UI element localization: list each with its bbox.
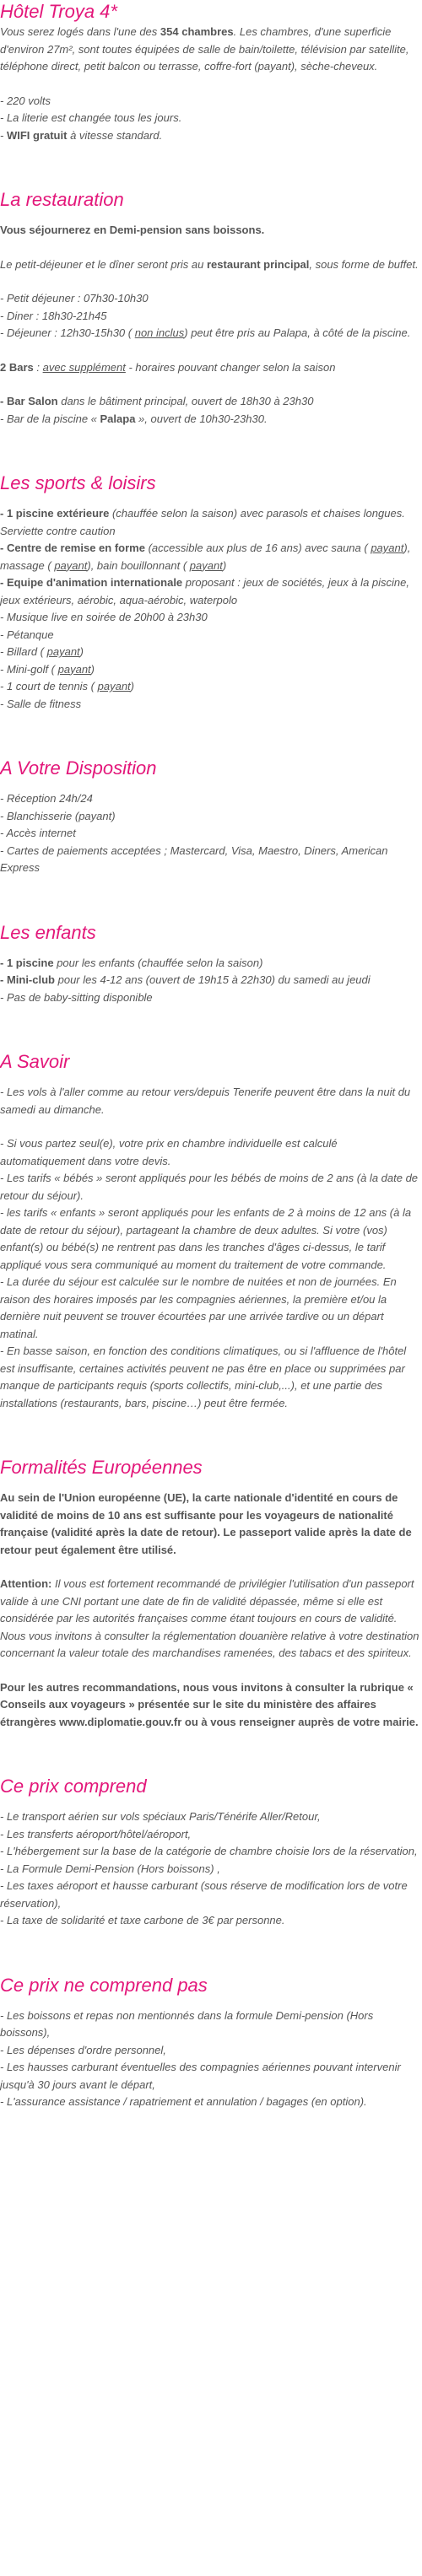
non-comprend-item: - L'assurance assistance / rapatriement et annulation / bagages (en option). — [0, 2095, 367, 2108]
savoir-p4: - les tarifs « enfants » seront appliqués pour les enfants de 2 à moins de 12 ans (à la date de retour du séjour), partageant la chambre de deux adultes. Si votre (vos) enfant(s) ou bébé(s) ne rentrent pas dans les tranches d'âges ci-dessus, le tarif appliqué vous sera communiqué au moment du traitement de votre commande. — [0, 1206, 412, 1271]
savoir-p3: - Les tarifs « bébés » seront appliqués pour les bébés de moins de 2 ans (à la date de retour du séjour). — [0, 1172, 419, 1202]
comprend-item: - L'hébergement sur la base de la catégorie de chambre choisie lors de la réservation, — [0, 1845, 418, 1857]
enfants-pool: - 1 piscine pour les enfants (chauffée selon la saison) — [0, 956, 263, 969]
comprend-item: - La Formule Demi-Pension (Hors boissons) , — [0, 1862, 220, 1875]
sports-fitness-room: - Salle de fitness — [0, 697, 82, 710]
hotel-intro: Vous serez logés dans l'une des 354 chambres. Les chambres, d'une superficie d'environ 27m², sont toutes équipées de salle de bain/toilette, télévision par satellite, téléphone direct, petit balcon ou terrasse, coffre-fort (payant), sèche-cheveux. — [0, 25, 409, 73]
comprend-item: - Les transferts aéroport/hôtel/aéroport, — [0, 1827, 192, 1840]
sports-fitness-center: - Centre de remise en forme (accessible aux plus de 16 ans) avec sauna ( payant), massage ( payant), bain bouillonnant ( payant) — [0, 542, 411, 572]
section-sports — [0, 472, 422, 713]
section-restauration — [0, 188, 422, 428]
comprend-item: - Le transport aérien sur vols spéciaux Paris/Ténérife Aller/Retour, — [0, 1810, 321, 1823]
disposition-title: A Votre Disposition — [0, 757, 157, 779]
section-formalites — [0, 1456, 422, 1731]
restauration-bar-palapa: - Bar de la piscine « Palapa », ouvert de 10h30-23h30. — [0, 412, 268, 425]
disposition-item: - Blanchisserie (payant) — [0, 809, 116, 822]
non-comprend-item: - Les boissons et repas non mentionnés dans la formule Demi-pension (Hors boissons), — [0, 2008, 374, 2039]
restauration-title: La restauration — [0, 189, 124, 210]
disposition-item: - Accès internet — [0, 827, 76, 839]
section-savoir — [0, 1050, 422, 1412]
formalites-customs: Nous vous invitons à consulter la réglementation douanière relative à votre destination concernant la valeur totale des marchandises ramenées, des tabacs et des spiriteux. — [0, 1629, 419, 1659]
sports-title: Les sports & loisirs — [0, 472, 156, 493]
savoir-p1: - Les vols à l'aller comme au retour vers/depuis Tenerife peuvent être dans la nuit du samedi au dimanche. — [0, 1086, 411, 1116]
hotel-wifi: - WIFI gratuit à vitesse standard. — [0, 128, 163, 142]
comprend-item: - Les taxes aéroport et hausse carburant (sous réserve de modification lors de votre réservation), — [0, 1879, 408, 1910]
formalites-attention: Attention: Il vous est fortement recommandé de privilégier l'utilisation d'un passeport valide à une CNI portant une date de fin de validité dépassée, même si elle est considérée par les autorités françaises comme étant toujours en cours de validité. — [0, 1577, 414, 1625]
enfants-title: Les enfants — [0, 921, 96, 943]
restauration-breakfast: - Petit déjeuner : 07h30-10h30 — [0, 292, 149, 304]
enfants-babysitting: - Pas de baby-sitting disponible — [0, 990, 153, 1004]
sports-tennis: - 1 court de tennis ( payant) — [0, 680, 135, 693]
disposition-item: - Cartes de paiements acceptées ; Mastercard, Visa, Maestro, Diners, American Express — [0, 843, 388, 874]
sports-animation: - Equipe d'animation internationale proposant : jeux de sociétés, jeux à la piscine, jeux extérieurs, aérobic, aqua-aérobic, waterpolo — [0, 576, 409, 606]
restauration-lunch: - Déjeuner : 12h30-15h30 ( non inclus) peut être pris au Palapa, à côté de la piscine. — [0, 326, 411, 339]
section-enfants — [0, 921, 422, 1007]
section-prix-comprend — [0, 1775, 422, 1930]
hotel-list-item: - 220 volts — [0, 94, 51, 107]
formalites-title: Formalités Européennes — [0, 1457, 203, 1478]
restauration-p1: Le petit-déjeuner et le dîner seront pris au restaurant principal, sous forme de buffet. — [0, 257, 419, 271]
hotel-list-item: - La literie est changée tous les jours. — [0, 111, 182, 124]
savoir-p5: - La durée du séjour est calculée sur le nombre de nuitées et non de journées. En raison des horaires imposés par les compagnies aériennes, la première et/ou la dernière nuit peuvent se trouver écourtées par une arrivée tardive ou un départ matinal. — [0, 1275, 397, 1340]
section-disposition — [0, 757, 422, 877]
enfants-miniclub: - Mini-club pour les 4-12 ans (ouvert de 19h15 à 22h30) du samedi au jeudi — [0, 973, 371, 986]
section-hotel — [0, 0, 422, 144]
disposition-item: - Réception 24h/24 — [0, 792, 93, 805]
sports-petanque: - Pétanque — [0, 628, 54, 641]
non-comprend-title: Ce prix ne comprend pas — [0, 1974, 208, 1996]
savoir-p6: - En basse saison, en fonction des conditions climatiques, ou si l'affluence de l'hôtel est insuffisante, certaines activités peuvent ne pas être en place ou supprimées par manque de participants requis (sports collectifs, mini-club,...), et une partie des installations (restaurants, bars, piscine…) peut être fermée. — [0, 1345, 407, 1409]
non-comprend-item: - Les dépenses d'ordre personnel, — [0, 2043, 166, 2056]
comprend-item: - La taxe de solidarité et taxe carbone de 3€ par personne. — [0, 1914, 285, 1927]
restauration-lead: Vous séjournerez en Demi-pension sans boissons. — [0, 224, 265, 236]
formalites-recommendations: Pour les autres recommandations, nous vous invitons à consulter la rubrique « Conseils aux voyageurs » présentée sur le site du ministère des affaires étrangères www.diplomatie.gouv.fr ou à vous renseigner auprès de votre mairie. — [0, 1680, 419, 1728]
sports-billard: - Billard ( payant) — [0, 645, 84, 658]
restauration-bar-salon: - Bar Salon dans le bâtiment principal, ouvert de 18h30 à 23h30 — [0, 395, 314, 407]
formalites-id-card: Au sein de l'Union européenne (UE), la carte nationale d'identité en cours de validité de moins de 10 ans est suffisante pour les voyageurs de nationalité française (validité après la date de retour). Le passeport valide après la date de retour peut également être utilisé. — [0, 1491, 412, 1556]
comprend-title: Ce prix comprend — [0, 1776, 147, 1797]
section-prix-non-comprend — [0, 1974, 422, 2111]
savoir-title: A Savoir — [0, 1051, 70, 1072]
sports-live-music: - Musique live en soirée de 20h00 à 23h30 — [0, 611, 208, 623]
non-comprend-item: - Les hausses carburant éventuelles des compagnies aériennes pouvant intervenir jusqu'à 30 jours avant le départ, — [0, 2061, 401, 2091]
sports-pool: - 1 piscine extérieure (chauffée selon la saison) avec parasols et chaises longues. Serviette contre caution — [0, 507, 405, 537]
sports-minigolf: - Mini-golf ( payant) — [0, 662, 95, 676]
hotel-title: Hôtel Troya 4* — [0, 1, 117, 22]
restauration-dinner: - Diner : 18h30-21h45 — [0, 309, 107, 322]
restauration-bars: 2 Bars : avec supplément - horaires pouvant changer selon la saison — [0, 360, 336, 374]
savoir-p2: - Si vous partez seul(e), votre prix en chambre individuelle est calculé automatiquement dans votre devis. — [0, 1137, 338, 1167]
